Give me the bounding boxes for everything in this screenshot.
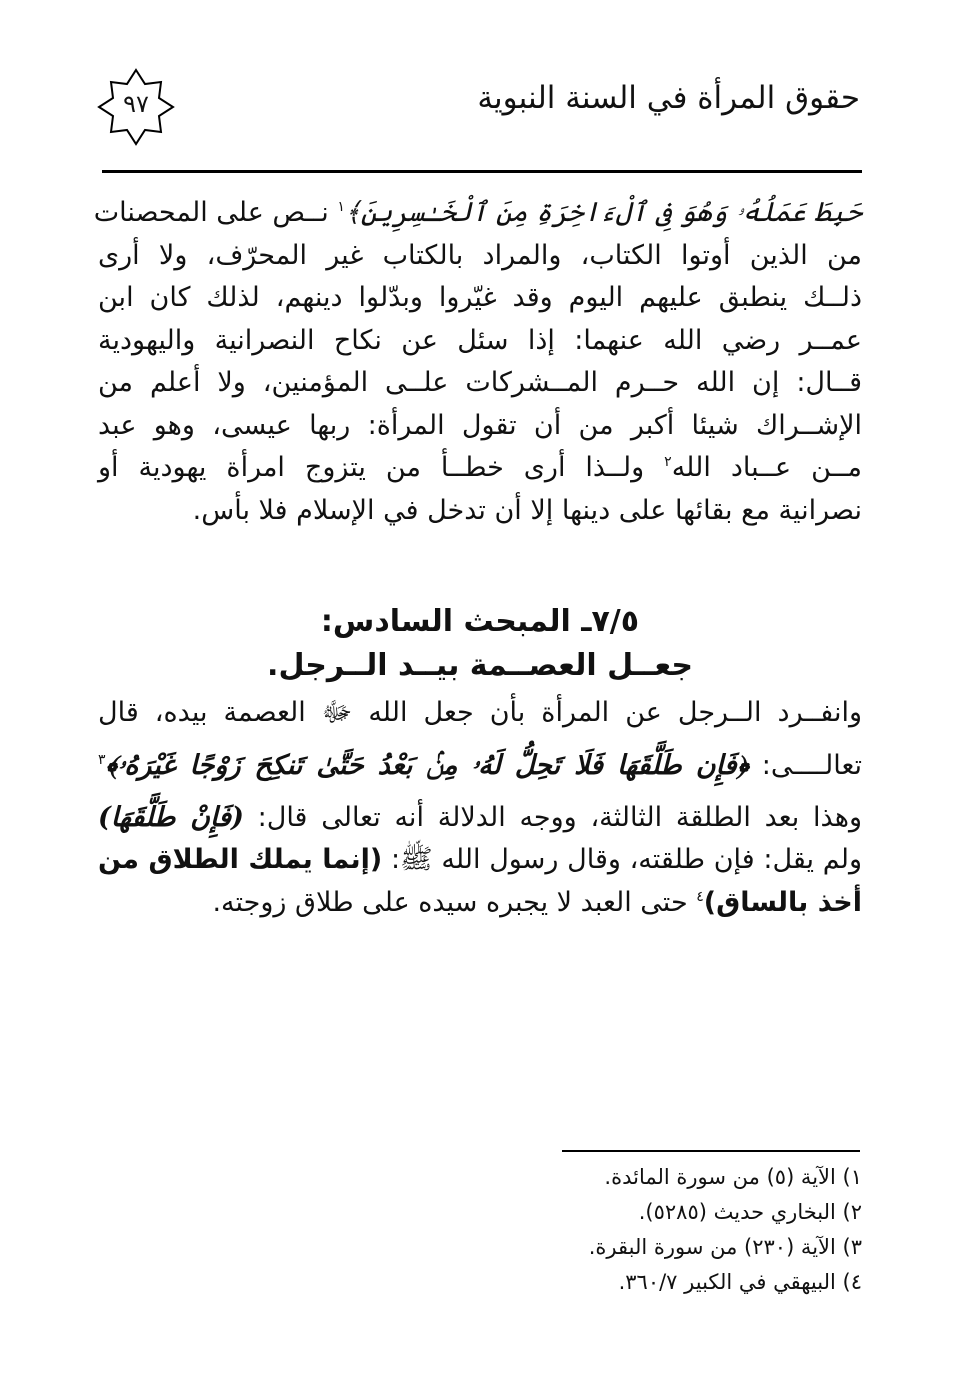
body-line-3 [98, 797, 862, 840]
page-number: ٩٧ [123, 90, 149, 118]
footnote-3: ٣) الآية (٢٣٠) من سورة البقرة. [588, 1235, 862, 1259]
body-line-5-b: حتى العبد لا يجبره سيده على طلاق زوجته. [212, 886, 688, 918]
intro-line-3: ذلــك ينطبق عليهم اليوم وقد غيّروا وبدّلوا دينهم، لذلك كان ابن [98, 282, 862, 313]
section-title: ٧/٥ـ المبحث السادس: [320, 604, 640, 639]
body-line-3-a: وهذا بعد الطلقة الثالثة، ووجه الدلالة أنه تعالى قال: [257, 801, 862, 833]
intro-line-4: عمــر رضي الله عنهما: إذا سئل عن نكاح النصرانية واليهودية [98, 324, 862, 356]
body-line-2-a: تعالــــى: [761, 749, 862, 781]
intro-line-6: الإشــراك شيئا أكبر من أن تقول المرأة: ربها عيسى، وهو عبد [98, 409, 862, 441]
quran-verse-fragment: حَبِطَ عَمَلُهُۥ وَهُوَ فِى ٱلْءَاخِرَةِ مِنَ ٱلْخَـٰسِرِينَ﴾ [344, 197, 862, 228]
section-subtitle: جعــل العصــمة بيــد الــرجل. [267, 648, 693, 683]
header-rule [102, 170, 862, 173]
footnote-ref-2[interactable]: ٢ [664, 454, 672, 470]
footnote-rule [562, 1150, 860, 1152]
body-line-5 [98, 882, 862, 925]
intro-line-7-a: مــن عــباد الله [671, 452, 862, 483]
intro-line-1 [93, 192, 862, 235]
intro-line-1-text: نــص على المحصنات [93, 197, 329, 228]
intro-line-7-b: ولــذا أرى خطــأ من يتزوج امرأة يهودية أو [98, 452, 645, 483]
footnote-2: ٢) البخاري حديث (٥٢٨٥). [638, 1200, 862, 1224]
footnote-ref-4[interactable]: ٤ [696, 888, 704, 905]
intro-line-7 [98, 447, 862, 490]
page-number-ornament [97, 68, 175, 146]
footnote-1: ١) الآية (٥) من سورة المائدة. [604, 1165, 862, 1189]
body-line-2 [98, 735, 862, 797]
intro-line-5: قــال: إن الله حــرم المــشركات علــى المؤمنين، ولا أعلم من [98, 367, 862, 398]
body-line-4 [98, 839, 862, 882]
hadith-quote-end: أخذ بالساق) [703, 886, 862, 918]
footnotes [562, 1160, 862, 1300]
quran-quote: (فَإِنْ طَلَّقَهَا) [98, 801, 244, 833]
intro-line-8: نصرانية مع بقائها على دينها إلا أن تدخل في الإسلام فلا بأس. [192, 494, 862, 526]
footnote-ref-1[interactable]: ١ [337, 199, 345, 215]
footnote-ref-3[interactable]: ٣ [98, 751, 106, 768]
quran-verse: ﴿فَإِن طَلَّقَهَا فَلَا تَحِلُّ لَهُۥ مِنۢ بَعْدُ حَتَّىٰ تَنكِحَ زَوْجًا غَيْرَهُۥ﴾ [105, 749, 749, 781]
body-line-4-a: ولم يقل: فإن طلقته، وقال رسول الله ﷺ: [390, 844, 862, 875]
section-body [98, 692, 862, 924]
running-header-title: حقوق المرأة في السنة النبوية [477, 80, 860, 116]
intro-line-2: من الذين أوتوا الكتاب، والمراد بالكتاب غير المحرّف، ولا أرى [98, 239, 862, 271]
body-line-1: وانفــرد الــرجل عن المرأة بأن جعل الله ﷻ العصمة بيده، قال [98, 697, 862, 728]
footnote-4: ٤) البيهقي في الكبير ٣٦٠/٧. [618, 1270, 862, 1294]
intro-paragraph [93, 192, 862, 532]
hadith-quote-start: (إنما يملك الطلاق من [98, 844, 383, 875]
